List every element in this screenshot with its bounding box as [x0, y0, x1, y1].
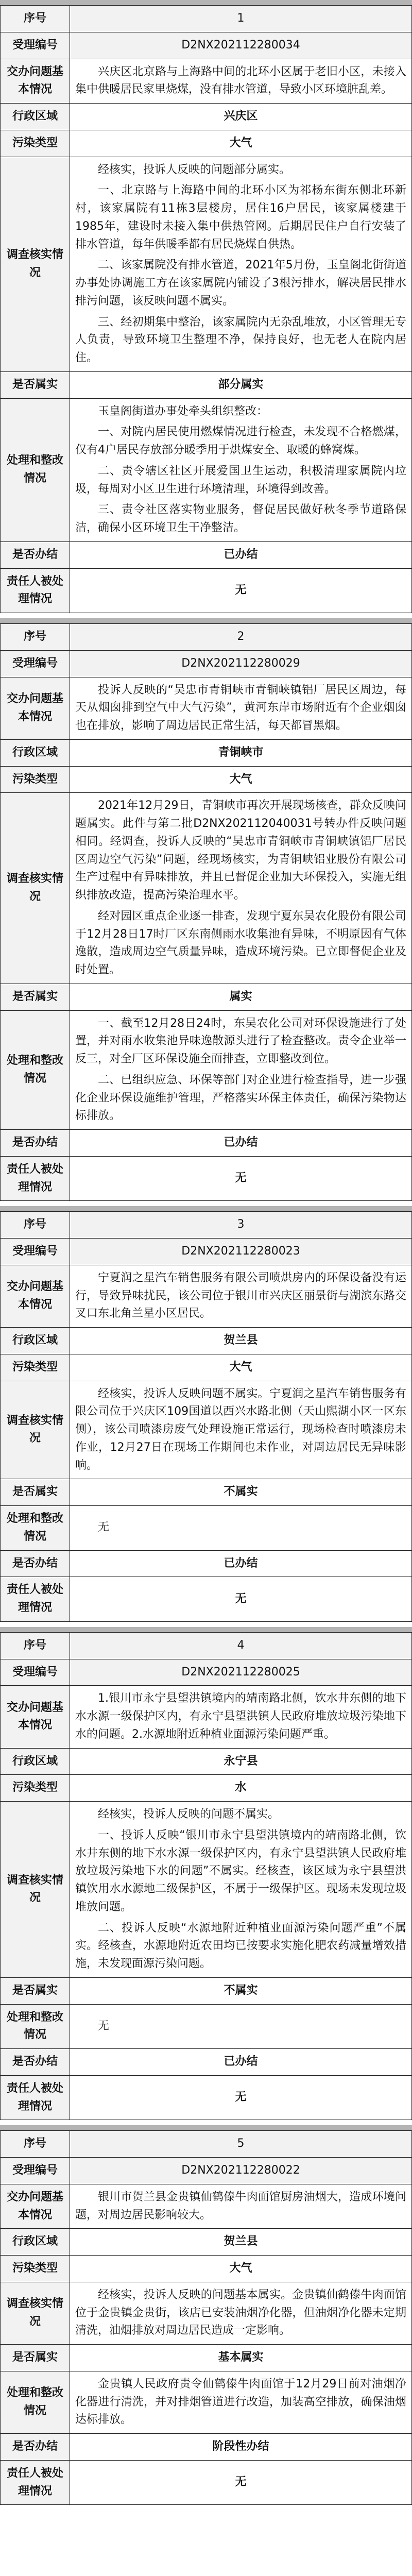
value-problem: [70, 2184, 412, 2229]
label-pollution: 污染类型: [1, 1775, 70, 1802]
case-table: [0, 1211, 412, 1622]
label-handling: 处理和整改情况: [1, 2004, 70, 2049]
value-is-true: 基本属实: [70, 2345, 412, 2371]
value-pollution: 大气: [70, 766, 412, 793]
row-district: [1, 1748, 412, 1775]
row-district: [1, 104, 412, 130]
value-district: 兴庆区: [70, 104, 412, 130]
row-receipt: [1, 1239, 412, 1265]
row-problem: [1, 2184, 412, 2229]
label-district: 行政区域: [1, 739, 70, 766]
row-handling: [1, 1010, 412, 1130]
row-pollution: [1, 1354, 412, 1381]
row-investigation: [1, 793, 412, 984]
label-investigation: 调查核实情况: [1, 1381, 70, 1479]
case-table: [0, 2130, 412, 2505]
row-receipt: [1, 1659, 412, 1686]
value-pollution: 大气: [70, 130, 412, 157]
value-accountability: 无: [70, 568, 412, 613]
paragraph: 投诉人反映的“吴忠市青铜峡市青铜峡镇铝厂居民区周边，每天从烟囱排到空气中大气污染”，黄河东岸市场附近有个企业烟囱也在排放，影响了周边居民正常生活，每天都冒黑烟。: [75, 683, 406, 732]
row-is-true: [1, 1479, 412, 1506]
row-pollution: [1, 2256, 412, 2282]
paragraph: 2021年12月29日，青铜峡市再次开展现场核查，群众反映问题属实。此件与第二批D2NX202112040031号转办件反映问题相同。经调查，投诉人反映的“吴忠市青铜峡市青铜峡镇铝厂居民区周边空气污染”问题，经现场核实，为青铜峡铝业股份有限公司生产过程中有异味排放，并且已督促企业加大环保投入，实施无组织排放改造，提高污染治理水平。: [75, 799, 406, 902]
paragraph: 经对园区重点企业逐一排查，发现宁夏东吴农化股份有限公司于12月28日17时厂区东南侧雨水收集池有异味，不明原因有气体逸散，造成周边空气质量异味，造成环境污染。已立即督促企业及时处置。: [75, 909, 406, 976]
label-handling: 处理和整改情况: [1, 1506, 70, 1551]
paragraph: 二、投诉人反映“水源地附近种植业面源污染问题严重”不属实。经核查，水源地附近农田均已按要求实施化肥农药减量增效措施，未发现面源污染问题。: [75, 1921, 406, 1970]
label-receipt: 受理编号: [1, 2158, 70, 2184]
label-accountability: 责任人被处理情况: [1, 1156, 70, 1201]
value-handling: [70, 2004, 412, 2049]
label-is-true: 是否属实: [1, 371, 70, 398]
paragraph: 一、对院内居民使用燃煤情况进行检查，未发现不合格燃煤，仅有4户居民存放部分暖季用于烘煤安全、取暖的蜂窝煤。: [75, 426, 406, 456]
row-receipt: [1, 32, 412, 59]
value-handling: [70, 1010, 412, 1130]
value-closed: 阶段性办结: [70, 2434, 412, 2461]
case-block: [0, 618, 412, 1201]
paragraph: 1.银川市永宁县望洪镇境内的靖南路北侧，饮水井东侧的地下水水源一级保护区内，有永宁县望洪镇人民政府堆放垃圾污染地下水的问题。2.水源地附近种植业面源污染问题严重。: [75, 1692, 406, 1741]
value-investigation: [70, 793, 412, 984]
row-serial: [1, 1632, 412, 1659]
paragraph: 无: [98, 1521, 110, 1534]
value-receipt: D2NX202112280023: [70, 1239, 412, 1265]
label-closed: 是否办结: [1, 1550, 70, 1577]
label-investigation: 调查核实情况: [1, 2282, 70, 2344]
row-closed: [1, 1550, 412, 1577]
label-serial: 序号: [1, 624, 70, 651]
case-block: [0, 0, 412, 613]
paragraph: 二、该家属院没有排水管道，2021年5月份，玉皇阁北街街道办事处协调施工方在该家属院内铺设了3根污排水，解决居民排水排污问题，该反映问题不属实。: [75, 259, 406, 308]
row-investigation: [1, 2282, 412, 2344]
row-problem: [1, 677, 412, 739]
label-problem: 交办问题基本情况: [1, 677, 70, 739]
value-is-true: 不属实: [70, 1479, 412, 1506]
label-pollution: 污染类型: [1, 2256, 70, 2282]
value-serial: 4: [70, 1632, 412, 1659]
value-investigation: [70, 1381, 412, 1479]
label-problem: 交办问题基本情况: [1, 1686, 70, 1748]
row-receipt: [1, 2158, 412, 2184]
label-closed: 是否办结: [1, 1130, 70, 1157]
row-closed: [1, 2434, 412, 2461]
row-serial: [1, 624, 412, 651]
case-table: [0, 1632, 412, 2121]
row-pollution: [1, 1775, 412, 1802]
label-district: 行政区域: [1, 1748, 70, 1775]
value-pollution: 大气: [70, 2256, 412, 2282]
label-is-true: 是否属实: [1, 984, 70, 1010]
label-is-true: 是否属实: [1, 1977, 70, 2004]
row-investigation: [1, 157, 412, 371]
value-handling: [70, 398, 412, 541]
row-pollution: [1, 130, 412, 157]
value-accountability: 无: [70, 2075, 412, 2120]
label-district: 行政区域: [1, 1328, 70, 1354]
value-accountability: 无: [70, 1156, 412, 1201]
label-investigation: 调查核实情况: [1, 157, 70, 371]
row-district: [1, 739, 412, 766]
row-problem: [1, 59, 412, 104]
paragraph: 三、责令社区落实物业服务，督促居民做好秋冬季节道路保洁，确保小区环境卫生干净整洁。: [75, 503, 406, 534]
label-is-true: 是否属实: [1, 1479, 70, 1506]
label-receipt: 受理编号: [1, 1239, 70, 1265]
value-investigation: [70, 157, 412, 371]
row-district: [1, 1328, 412, 1354]
paragraph: 一、北京路与上海路中间的北环小区为祁杨东街东侧北环新村，该家属院有11栋3层楼房，居住16户居民，该家属楼建于1985年，建设时未接入集中供热管网。后期居民住户自行安装了排水管道，每年供暖季都有居民烧煤自供热。: [75, 184, 406, 251]
value-accountability: 无: [70, 1577, 412, 1622]
row-accountability: [1, 2075, 412, 2120]
label-accountability: 责任人被处理情况: [1, 568, 70, 613]
row-accountability: [1, 1577, 412, 1622]
label-problem: 交办问题基本情况: [1, 59, 70, 104]
row-closed: [1, 2049, 412, 2076]
paragraph: 二、责令辖区社区开展爱国卫生运动，积极清理家属院内垃圾，每周对小区卫生进行环境清理，环境得到改善。: [75, 464, 406, 496]
value-handling: [70, 1506, 412, 1551]
value-is-true: 不属实: [70, 1977, 412, 2004]
label-accountability: 责任人被处理情况: [1, 2460, 70, 2505]
paragraph: 金贵镇人民政府责令仙鹤傣牛肉面馆于12月29日前对油烟净化器进行清洗，并对排烟管道进行改造，加装高空排放，确保油烟达标排放。: [75, 2377, 406, 2427]
paragraph: 经核实，投诉人反映的问题基本属实。金贵镇仙鹤傣牛肉面馆位于金贵镇金贵街，该店已安装油烟净化器，但油烟净化器未定期清洗，油烟排放对周边居民造成一定影响。: [75, 2288, 406, 2337]
paragraph: 兴庆区北京路与上海路中间的北环小区属于老旧小区，未接入集中供暖居民家里烧煤，没有排水管道，导致小区环境脏乱差。: [75, 65, 406, 96]
row-accountability: [1, 568, 412, 613]
row-handling: [1, 2004, 412, 2049]
row-handling: [1, 2371, 412, 2433]
label-serial: 序号: [1, 2131, 70, 2158]
value-receipt: D2NX202112280022: [70, 2158, 412, 2184]
label-accountability: 责任人被处理情况: [1, 1577, 70, 1622]
paragraph: 宁夏润之星汽车销售服务有限公司喷烘房内的环保设备没有运行，导致异味扰民，该公司位于银川市兴庆区丽景街与湖滨东路交叉口东北角兰星小区居民。: [75, 1271, 406, 1320]
row-handling: [1, 1506, 412, 1551]
value-district: 贺兰县: [70, 2229, 412, 2256]
row-receipt: [1, 650, 412, 677]
paragraph: 一、投诉人反映“银川市永宁县望洪镇境内的靖南路北侧，饮水井东侧的地下水水源一级保护区内，有永宁县望洪镇人民政府堆放垃圾污染地下水的问题”不属实。经核查，该区域为永宁县望洪镇饮用水水源地二级保护区，不属于一级保护区。现场未发现垃圾堆放问题。: [75, 1828, 406, 1913]
label-receipt: 受理编号: [1, 650, 70, 677]
value-serial: 1: [70, 6, 412, 32]
paragraph: 经核实，投诉人反映的问题部分属实。: [98, 163, 291, 176]
paragraph: 无: [98, 2019, 110, 2032]
row-accountability: [1, 2460, 412, 2505]
value-receipt: D2NX202112280025: [70, 1659, 412, 1686]
value-serial: 2: [70, 624, 412, 651]
label-handling: 处理和整改情况: [1, 1010, 70, 1130]
case-table: [0, 5, 412, 613]
label-investigation: 调查核实情况: [1, 1802, 70, 1978]
case-table: [0, 623, 412, 1201]
label-handling: 处理和整改情况: [1, 398, 70, 541]
paragraph: 二、已组织应急、环保等部门对企业进行检查指导，进一步强化企业环保设施维护管理，严格落实环保主体责任，确保污染物达标排放。: [75, 1073, 406, 1123]
label-district: 行政区域: [1, 2229, 70, 2256]
label-problem: 交办问题基本情况: [1, 1265, 70, 1327]
value-closed: 已办结: [70, 2049, 412, 2076]
value-receipt: D2NX202112280029: [70, 650, 412, 677]
row-problem: [1, 1686, 412, 1748]
row-is-true: [1, 371, 412, 398]
label-pollution: 污染类型: [1, 1354, 70, 1381]
label-problem: 交办问题基本情况: [1, 2184, 70, 2229]
value-investigation: [70, 2282, 412, 2344]
paragraph: 玉皇阁街道办事处牵头组织整改：: [98, 404, 268, 418]
row-handling: [1, 398, 412, 541]
row-serial: [1, 6, 412, 32]
value-problem: [70, 59, 412, 104]
row-serial: [1, 1212, 412, 1239]
case-block: [0, 2125, 412, 2505]
label-pollution: 污染类型: [1, 130, 70, 157]
label-pollution: 污染类型: [1, 766, 70, 793]
row-pollution: [1, 766, 412, 793]
label-serial: 序号: [1, 6, 70, 32]
label-receipt: 受理编号: [1, 1659, 70, 1686]
label-serial: 序号: [1, 1632, 70, 1659]
value-closed: 已办结: [70, 1550, 412, 1577]
paragraph: 一、截至12月28日24时，东吴农化公司对环保设施进行了处置，并对雨水收集池异味逸散源头进行了检查整改。责令企业举一反三，对全厂区环保设施全面排查，立即整改到位。: [75, 1016, 406, 1065]
value-problem: [70, 677, 412, 739]
paragraph: 三、经初期集中整治，该家属院内无杂乱堆放，小区管理无专人负责，导致环境卫生整理不净，保持良好，也无老人在院内居住。: [75, 315, 406, 364]
row-is-true: [1, 1977, 412, 2004]
label-investigation: 调查核实情况: [1, 793, 70, 984]
value-pollution: 水: [70, 1775, 412, 1802]
label-is-true: 是否属实: [1, 2345, 70, 2371]
paragraph: 经核实，投诉人反映问题不属实。宁夏润之星汽车销售服务有限公司位于兴庆区109国道以西兴水路北侧（天山熙湖小区一区东侧），该公司喷漆房废气处理设施正常运行，现场检查时喷漆房未作业，12月27日在现场工作期间也未作业，对周边居民无异味影响。: [75, 1387, 406, 1472]
label-handling: 处理和整改情况: [1, 2371, 70, 2433]
label-closed: 是否办结: [1, 2049, 70, 2076]
value-district: 贺兰县: [70, 1328, 412, 1354]
row-closed: [1, 1130, 412, 1157]
label-district: 行政区域: [1, 104, 70, 130]
value-is-true: 属实: [70, 984, 412, 1010]
value-district: 永宁县: [70, 1748, 412, 1775]
value-investigation: [70, 1802, 412, 1978]
value-is-true: 部分属实: [70, 371, 412, 398]
value-handling: [70, 2371, 412, 2433]
row-is-true: [1, 2345, 412, 2371]
value-problem: [70, 1265, 412, 1327]
paragraph: 银川市贺兰县金贵镇仙鹤傣牛肉面馆厨房油烟大，造成环境问题，对周边居民影响较大。: [75, 2190, 406, 2222]
label-closed: 是否办结: [1, 2434, 70, 2461]
value-serial: 3: [70, 1212, 412, 1239]
value-accountability: 无: [70, 2460, 412, 2505]
value-closed: 已办结: [70, 541, 412, 568]
row-investigation: [1, 1802, 412, 1978]
row-closed: [1, 541, 412, 568]
row-accountability: [1, 1156, 412, 1201]
row-is-true: [1, 984, 412, 1010]
label-closed: 是否办结: [1, 541, 70, 568]
label-receipt: 受理编号: [1, 32, 70, 59]
value-closed: 已办结: [70, 1130, 412, 1157]
case-block: [0, 1206, 412, 1622]
row-serial: [1, 2131, 412, 2158]
value-serial: 5: [70, 2131, 412, 2158]
value-pollution: 大气: [70, 1354, 412, 1381]
label-accountability: 责任人被处理情况: [1, 2075, 70, 2120]
value-problem: [70, 1686, 412, 1748]
row-investigation: [1, 1381, 412, 1479]
case-block: [0, 1627, 412, 2121]
row-problem: [1, 1265, 412, 1327]
label-serial: 序号: [1, 1212, 70, 1239]
value-receipt: D2NX202112280034: [70, 32, 412, 59]
row-district: [1, 2229, 412, 2256]
value-district: 青铜峡市: [70, 739, 412, 766]
paragraph: 经核实，投诉人反映的问题不属实。: [98, 1808, 280, 1821]
